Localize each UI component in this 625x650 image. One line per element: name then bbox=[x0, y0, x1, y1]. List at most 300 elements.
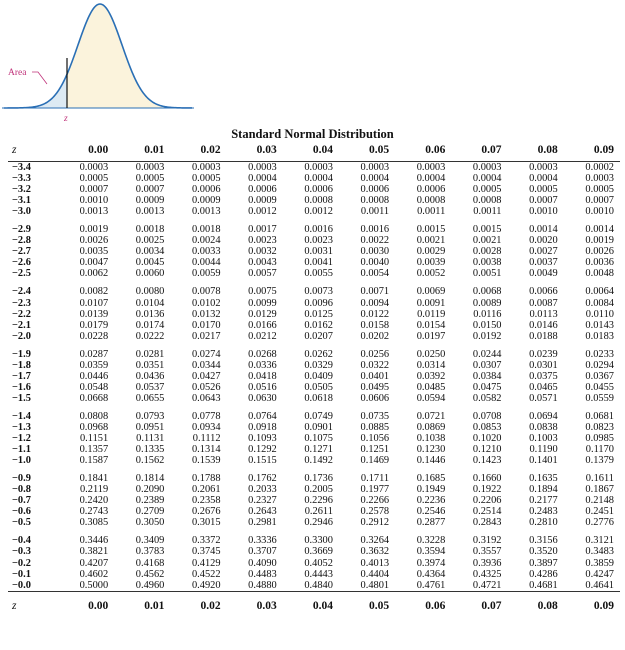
probability-cell: 0.2514 bbox=[472, 506, 502, 518]
probability-cell: 0.4721 bbox=[472, 579, 502, 591]
column-header-3: 0.03 bbox=[227, 591, 283, 618]
probability-cell: 0.2451 bbox=[585, 506, 614, 518]
probability-cell: 0.0418 bbox=[248, 370, 277, 382]
probability-cell: 0.0010 bbox=[79, 195, 109, 207]
probability-cell: 0.1788 bbox=[191, 473, 221, 485]
probability-cell: 0.0367 bbox=[585, 370, 614, 382]
column-header-6: 0.06 bbox=[395, 591, 451, 618]
probability-cell: 0.0853 bbox=[472, 421, 502, 433]
probability-cell: 0.0129 bbox=[248, 308, 277, 320]
probability-cell: 0.0019 bbox=[585, 235, 614, 247]
probability-cell: 0.1469 bbox=[360, 455, 390, 467]
probability-cell: 0.3594 bbox=[416, 546, 446, 558]
probability-cell: 0.0668 bbox=[79, 392, 109, 404]
probability-cell: 0.1949 bbox=[416, 484, 446, 496]
probability-cell: 0.0030 bbox=[360, 246, 390, 258]
probability-cell: 0.0869 bbox=[416, 421, 446, 433]
probability-cell: 0.4920 bbox=[191, 579, 221, 591]
probability-cell: 0.0049 bbox=[529, 268, 558, 280]
probability-cell: 0.2946 bbox=[304, 517, 333, 529]
probability-cell: 0.0037 bbox=[529, 257, 558, 269]
probability-cell: 0.0038 bbox=[472, 257, 502, 269]
table-row bbox=[8, 195, 620, 206]
probability-cell: 0.4247 bbox=[585, 568, 614, 580]
probability-cell: 0.0008 bbox=[304, 195, 333, 207]
z-value-cell: −1.4 bbox=[12, 410, 31, 422]
group-spacer bbox=[8, 404, 620, 411]
probability-cell: 0.0401 bbox=[360, 370, 390, 382]
z-value-cell: −3.0 bbox=[12, 206, 31, 218]
probability-cell: 0.0505 bbox=[304, 381, 333, 393]
z-label: z bbox=[64, 114, 68, 124]
table-row bbox=[8, 517, 620, 528]
probability-cell: 0.0018 bbox=[135, 224, 165, 236]
probability-cell: 0.4681 bbox=[529, 579, 558, 591]
probability-cell: 0.1093 bbox=[248, 433, 277, 445]
probability-cell: 0.0011 bbox=[417, 206, 446, 218]
probability-cell: 0.0516 bbox=[248, 381, 277, 393]
z-value-cell: −1.2 bbox=[12, 433, 31, 445]
z-value-cell: −0.4 bbox=[12, 535, 31, 547]
probability-cell: 0.3372 bbox=[191, 535, 221, 547]
probability-cell: 0.0006 bbox=[248, 184, 277, 196]
probability-cell: 0.0244 bbox=[472, 348, 502, 360]
normal-curve-figure bbox=[0, 0, 200, 125]
probability-cell: 0.4801 bbox=[360, 579, 390, 591]
probability-cell: 0.0009 bbox=[135, 195, 165, 207]
probability-cell: 0.0051 bbox=[472, 268, 502, 280]
column-header-9: 0.09 bbox=[564, 591, 620, 618]
table-row bbox=[8, 206, 620, 217]
probability-cell: 0.0023 bbox=[248, 235, 277, 247]
probability-cell: 0.0125 bbox=[304, 308, 333, 320]
probability-cell: 0.0004 bbox=[416, 173, 446, 185]
probability-cell: 0.0548 bbox=[79, 381, 109, 393]
column-header-8: 0.08 bbox=[508, 591, 564, 618]
probability-cell: 0.2709 bbox=[135, 506, 165, 518]
table-row bbox=[8, 455, 620, 466]
probability-cell: 0.0212 bbox=[248, 330, 277, 342]
probability-cell: 0.1922 bbox=[472, 484, 502, 496]
probability-cell: 0.0192 bbox=[472, 330, 502, 342]
probability-cell: 0.4052 bbox=[304, 557, 333, 569]
probability-cell: 0.0021 bbox=[416, 235, 446, 247]
probability-cell: 0.0951 bbox=[135, 421, 165, 433]
probability-cell: 0.2090 bbox=[135, 484, 165, 496]
probability-cell: 0.0409 bbox=[304, 370, 333, 382]
probability-cell: 0.0011 bbox=[473, 206, 502, 218]
probability-cell: 0.0094 bbox=[360, 297, 390, 309]
probability-cell: 0.2843 bbox=[472, 517, 502, 529]
probability-cell: 0.2177 bbox=[529, 495, 558, 507]
table-row bbox=[8, 535, 620, 546]
probability-cell: 0.0005 bbox=[585, 184, 614, 196]
probability-cell: 0.2578 bbox=[360, 506, 390, 518]
probability-cell: 0.0233 bbox=[585, 348, 614, 360]
probability-cell: 0.0055 bbox=[304, 268, 333, 280]
z-value-cell: −2.7 bbox=[12, 246, 31, 258]
group-spacer bbox=[8, 466, 620, 473]
probability-cell: 0.0099 bbox=[248, 297, 277, 309]
probability-cell: 0.0025 bbox=[135, 235, 165, 247]
probability-cell: 0.0003 bbox=[58, 162, 114, 174]
probability-cell: 0.0022 bbox=[360, 235, 390, 247]
probability-cell: 0.0183 bbox=[585, 330, 614, 342]
probability-cell: 0.4286 bbox=[529, 568, 558, 580]
table-row bbox=[8, 184, 620, 195]
probability-cell: 0.0197 bbox=[416, 330, 446, 342]
group-spacer bbox=[8, 342, 620, 349]
probability-cell: 0.0068 bbox=[472, 286, 502, 298]
probability-cell: 0.0018 bbox=[191, 224, 221, 236]
probability-cell: 0.0015 bbox=[416, 224, 446, 236]
table-row bbox=[8, 173, 620, 184]
table-row bbox=[8, 569, 620, 580]
probability-cell: 0.0054 bbox=[360, 268, 390, 280]
probability-cell: 0.0041 bbox=[304, 257, 333, 269]
probability-cell: 0.1685 bbox=[416, 473, 446, 485]
probability-cell: 0.0024 bbox=[191, 235, 221, 247]
probability-cell: 0.3156 bbox=[529, 535, 558, 547]
probability-cell: 0.0116 bbox=[473, 308, 502, 320]
probability-cell: 0.0104 bbox=[135, 297, 165, 309]
z-value-cell: −1.5 bbox=[12, 392, 31, 404]
column-header-4: 0.04 bbox=[283, 591, 339, 618]
probability-cell: 0.0013 bbox=[79, 206, 109, 218]
probability-cell: 0.0006 bbox=[191, 184, 221, 196]
probability-cell: 0.0016 bbox=[360, 224, 390, 236]
probability-cell: 0.3015 bbox=[191, 517, 221, 529]
probability-cell: 0.4840 bbox=[304, 579, 333, 591]
probability-cell: 0.2546 bbox=[416, 506, 446, 518]
probability-cell: 0.1762 bbox=[248, 473, 277, 485]
probability-cell: 0.2743 bbox=[79, 506, 109, 518]
probability-cell: 0.0003 bbox=[395, 162, 451, 174]
probability-cell: 0.3669 bbox=[304, 546, 333, 558]
probability-cell: 0.0004 bbox=[472, 173, 502, 185]
probability-cell: 0.0020 bbox=[529, 235, 558, 247]
probability-cell: 0.0026 bbox=[585, 246, 614, 258]
z-table-container bbox=[8, 141, 620, 618]
probability-cell: 0.0351 bbox=[135, 359, 165, 371]
probability-cell: 0.1539 bbox=[191, 455, 221, 467]
probability-cell: 0.1190 bbox=[529, 444, 558, 456]
probability-cell: 0.3859 bbox=[585, 557, 614, 569]
probability-cell: 0.0268 bbox=[248, 348, 277, 360]
probability-cell: 0.0003 bbox=[227, 162, 283, 174]
probability-cell: 0.0162 bbox=[304, 319, 333, 331]
probability-cell: 0.0060 bbox=[135, 268, 165, 280]
probability-cell: 0.2877 bbox=[416, 517, 446, 529]
probability-cell: 0.3446 bbox=[79, 535, 109, 547]
probability-cell: 0.0043 bbox=[248, 257, 277, 269]
probability-cell: 0.0047 bbox=[79, 257, 109, 269]
probability-cell: 0.0344 bbox=[191, 359, 221, 371]
probability-cell: 0.0256 bbox=[360, 348, 390, 360]
probability-cell: 0.0035 bbox=[79, 246, 109, 258]
table-row bbox=[8, 331, 620, 342]
probability-cell: 0.0082 bbox=[79, 286, 109, 298]
curve-area-right-fill bbox=[67, 4, 192, 108]
probability-cell: 0.0526 bbox=[191, 381, 221, 393]
probability-cell: 0.0170 bbox=[191, 319, 221, 331]
probability-cell: 0.3520 bbox=[529, 546, 558, 558]
probability-cell: 0.0143 bbox=[585, 319, 614, 331]
table-row bbox=[8, 268, 620, 279]
probability-cell: 0.0262 bbox=[304, 348, 333, 360]
probability-cell: 0.0026 bbox=[79, 235, 109, 247]
probability-cell: 0.0823 bbox=[585, 421, 614, 433]
probability-cell: 0.0375 bbox=[529, 370, 558, 382]
z-value-cell: −2.5 bbox=[12, 268, 31, 280]
probability-cell: 0.2327 bbox=[248, 495, 277, 507]
probability-cell: 0.0475 bbox=[472, 381, 502, 393]
probability-cell: 0.1492 bbox=[304, 455, 333, 467]
probability-cell: 0.0040 bbox=[360, 257, 390, 269]
probability-cell: 0.0080 bbox=[135, 286, 165, 298]
z-value-cell: −0.2 bbox=[12, 557, 31, 569]
table-row bbox=[8, 382, 620, 393]
z-value-cell: −3.2 bbox=[12, 184, 31, 196]
probability-cell: 0.1038 bbox=[416, 433, 446, 445]
probability-cell: 0.2148 bbox=[585, 495, 614, 507]
probability-cell: 0.1635 bbox=[529, 473, 558, 485]
probability-cell: 0.4404 bbox=[360, 568, 390, 580]
probability-cell: 0.0027 bbox=[529, 246, 558, 258]
table-row bbox=[8, 224, 620, 235]
probability-cell: 0.0764 bbox=[248, 410, 277, 422]
column-header-6: 0.06 bbox=[425, 144, 446, 157]
probability-cell: 0.0968 bbox=[79, 421, 109, 433]
group-spacer bbox=[8, 528, 620, 535]
column-header-5: 0.05 bbox=[369, 144, 390, 157]
table-row bbox=[8, 349, 620, 360]
probability-cell: 0.1867 bbox=[585, 484, 614, 496]
probability-cell: 0.3897 bbox=[529, 557, 558, 569]
probability-cell: 0.0594 bbox=[416, 392, 446, 404]
probability-cell: 0.4880 bbox=[248, 579, 277, 591]
probability-cell: 0.0239 bbox=[529, 348, 558, 360]
probability-cell: 0.0359 bbox=[79, 359, 109, 371]
probability-cell: 0.1841 bbox=[79, 473, 109, 485]
table-row bbox=[8, 411, 620, 422]
probability-cell: 0.0066 bbox=[529, 286, 558, 298]
z-value-cell: −0.0 bbox=[12, 579, 31, 591]
probability-cell: 0.0003 bbox=[339, 162, 395, 174]
probability-cell: 0.4641 bbox=[585, 579, 614, 591]
probability-cell: 0.2420 bbox=[79, 495, 109, 507]
probability-cell: 0.0174 bbox=[135, 319, 165, 331]
probability-cell: 0.0013 bbox=[135, 206, 165, 218]
probability-cell: 0.0102 bbox=[191, 297, 221, 309]
probability-cell: 0.1562 bbox=[135, 455, 165, 467]
probability-cell: 0.0154 bbox=[416, 319, 446, 331]
probability-cell: 0.2483 bbox=[529, 506, 558, 518]
probability-cell: 0.2236 bbox=[416, 495, 446, 507]
probability-cell: 0.4562 bbox=[135, 568, 165, 580]
table-row bbox=[8, 309, 620, 320]
z-column-footer: z bbox=[8, 591, 58, 618]
probability-cell: 0.3050 bbox=[135, 517, 165, 529]
probability-cell: 0.2912 bbox=[360, 517, 390, 529]
probability-cell: 0.2358 bbox=[191, 495, 221, 507]
probability-cell: 0.0005 bbox=[472, 184, 502, 196]
probability-cell: 0.2033 bbox=[248, 484, 277, 496]
z-value-cell: −2.8 bbox=[12, 235, 31, 247]
probability-cell: 0.0011 bbox=[360, 206, 390, 218]
probability-cell: 0.1977 bbox=[360, 484, 390, 496]
probability-cell: 0.0485 bbox=[416, 381, 446, 393]
probability-cell: 0.2776 bbox=[585, 517, 614, 529]
table-row bbox=[8, 473, 620, 484]
z-value-cell: −2.6 bbox=[12, 257, 31, 269]
probability-cell: 0.1814 bbox=[135, 473, 165, 485]
probability-cell: 0.0008 bbox=[360, 195, 390, 207]
table-row bbox=[8, 320, 620, 331]
probability-cell: 0.0091 bbox=[416, 297, 446, 309]
probability-cell: 0.4013 bbox=[360, 557, 390, 569]
probability-cell: 0.4522 bbox=[191, 568, 221, 580]
table-row bbox=[8, 257, 620, 268]
probability-cell: 0.4602 bbox=[79, 568, 109, 580]
table-row bbox=[8, 422, 620, 433]
probability-cell: 0.0571 bbox=[529, 392, 558, 404]
z-value-cell: −0.8 bbox=[12, 484, 31, 496]
probability-cell: 0.0014 bbox=[529, 224, 558, 236]
probability-cell: 0.1660 bbox=[472, 473, 502, 485]
group-spacer bbox=[8, 279, 620, 286]
probability-cell: 0.0006 bbox=[360, 184, 390, 196]
probability-cell: 0.0004 bbox=[248, 173, 277, 185]
column-header-4: 0.04 bbox=[312, 144, 333, 157]
probability-cell: 0.0003 bbox=[508, 162, 564, 174]
probability-cell: 0.0069 bbox=[416, 286, 446, 298]
probability-cell: 0.0003 bbox=[451, 162, 507, 174]
z-value-cell: −0.7 bbox=[12, 495, 31, 507]
probability-cell: 0.0582 bbox=[472, 392, 502, 404]
probability-cell: 0.0643 bbox=[191, 392, 221, 404]
probability-cell: 0.0749 bbox=[304, 410, 333, 422]
probability-cell: 0.0021 bbox=[472, 235, 502, 247]
probability-cell: 0.0034 bbox=[135, 246, 165, 258]
probability-cell: 0.0630 bbox=[248, 392, 277, 404]
probability-cell: 0.0274 bbox=[191, 348, 221, 360]
z-value-cell: −2.4 bbox=[12, 286, 31, 298]
column-header-3: 0.03 bbox=[256, 144, 277, 157]
probability-cell: 0.4129 bbox=[191, 557, 221, 569]
probability-cell: 0.0606 bbox=[360, 392, 390, 404]
z-value-cell: −0.6 bbox=[12, 506, 31, 518]
column-header-1: 0.01 bbox=[114, 591, 170, 618]
probability-cell: 0.0007 bbox=[79, 184, 109, 196]
table-row bbox=[8, 246, 620, 257]
probability-cell: 0.4761 bbox=[416, 579, 446, 591]
probability-cell: 0.0078 bbox=[191, 286, 221, 298]
table-row bbox=[8, 371, 620, 382]
probability-cell: 0.0032 bbox=[248, 246, 277, 258]
z-value-cell: −1.1 bbox=[12, 444, 31, 456]
probability-cell: 0.3264 bbox=[360, 535, 390, 547]
probability-cell: 0.0007 bbox=[585, 195, 614, 207]
probability-cell: 0.0096 bbox=[304, 297, 333, 309]
probability-cell: 0.0029 bbox=[416, 246, 446, 258]
table-row bbox=[8, 558, 620, 569]
probability-cell: 0.0139 bbox=[79, 308, 109, 320]
probability-cell: 0.0694 bbox=[529, 410, 558, 422]
probability-cell: 0.1056 bbox=[360, 433, 390, 445]
probability-cell: 0.3821 bbox=[79, 546, 109, 558]
z-value-cell: −1.0 bbox=[12, 455, 31, 467]
probability-cell: 0.2266 bbox=[360, 495, 390, 507]
probability-cell: 0.0073 bbox=[304, 286, 333, 298]
probability-cell: 0.0087 bbox=[529, 297, 558, 309]
probability-cell: 0.0039 bbox=[416, 257, 446, 269]
probability-cell: 0.0110 bbox=[585, 308, 614, 320]
probability-cell: 0.0250 bbox=[416, 348, 446, 360]
probability-cell: 0.0559 bbox=[585, 392, 614, 404]
column-header-8: 0.08 bbox=[537, 144, 558, 157]
probability-cell: 0.3300 bbox=[304, 535, 333, 547]
area-leader-line bbox=[32, 72, 47, 84]
probability-cell: 0.5000 bbox=[79, 579, 109, 591]
table-row bbox=[8, 298, 620, 309]
probability-cell: 0.2061 bbox=[191, 484, 221, 496]
probability-cell: 0.2005 bbox=[304, 484, 333, 496]
probability-cell: 0.0075 bbox=[248, 286, 277, 298]
probability-cell: 0.1736 bbox=[304, 473, 333, 485]
probability-cell: 0.1894 bbox=[529, 484, 558, 496]
probability-cell: 0.1711 bbox=[360, 473, 390, 485]
z-value-cell: −2.9 bbox=[12, 224, 31, 236]
probability-cell: 0.1379 bbox=[585, 455, 614, 467]
table-row bbox=[8, 286, 620, 297]
probability-cell: 0.0281 bbox=[135, 348, 165, 360]
probability-cell: 0.3085 bbox=[79, 517, 109, 529]
probability-cell: 0.0009 bbox=[191, 195, 221, 207]
probability-cell: 0.0016 bbox=[304, 224, 333, 236]
probability-cell: 0.0003 bbox=[283, 162, 339, 174]
probability-cell: 0.3632 bbox=[360, 546, 390, 558]
probability-cell: 0.0179 bbox=[79, 319, 109, 331]
probability-cell: 0.0188 bbox=[529, 330, 558, 342]
probability-cell: 0.0708 bbox=[472, 410, 502, 422]
probability-cell: 0.0003 bbox=[585, 173, 614, 185]
probability-cell: 0.4443 bbox=[304, 568, 333, 580]
z-value-cell: −0.1 bbox=[12, 568, 31, 580]
probability-cell: 0.0119 bbox=[417, 308, 446, 320]
probability-cell: 0.3483 bbox=[585, 546, 614, 558]
probability-cell: 0.0322 bbox=[360, 359, 390, 371]
probability-cell: 0.0329 bbox=[304, 359, 333, 371]
probability-cell: 0.0005 bbox=[529, 184, 558, 196]
z-value-cell: −2.1 bbox=[12, 319, 31, 331]
probability-cell: 0.1003 bbox=[529, 433, 558, 445]
probability-cell: 0.0003 bbox=[170, 162, 226, 174]
probability-cell: 0.0014 bbox=[585, 224, 614, 236]
probability-cell: 0.0618 bbox=[304, 392, 333, 404]
z-value-cell: −1.3 bbox=[12, 421, 31, 433]
table-row bbox=[8, 235, 620, 246]
probability-cell: 0.3228 bbox=[416, 535, 446, 547]
probability-cell: 0.0158 bbox=[360, 319, 390, 331]
z-value-cell: −2.0 bbox=[12, 330, 31, 342]
probability-cell: 0.0901 bbox=[304, 421, 333, 433]
probability-cell: 0.0004 bbox=[529, 173, 558, 185]
probability-cell: 0.0436 bbox=[135, 370, 165, 382]
probability-cell: 0.0071 bbox=[360, 286, 390, 298]
probability-cell: 0.0017 bbox=[248, 224, 277, 236]
table-row bbox=[8, 433, 620, 444]
